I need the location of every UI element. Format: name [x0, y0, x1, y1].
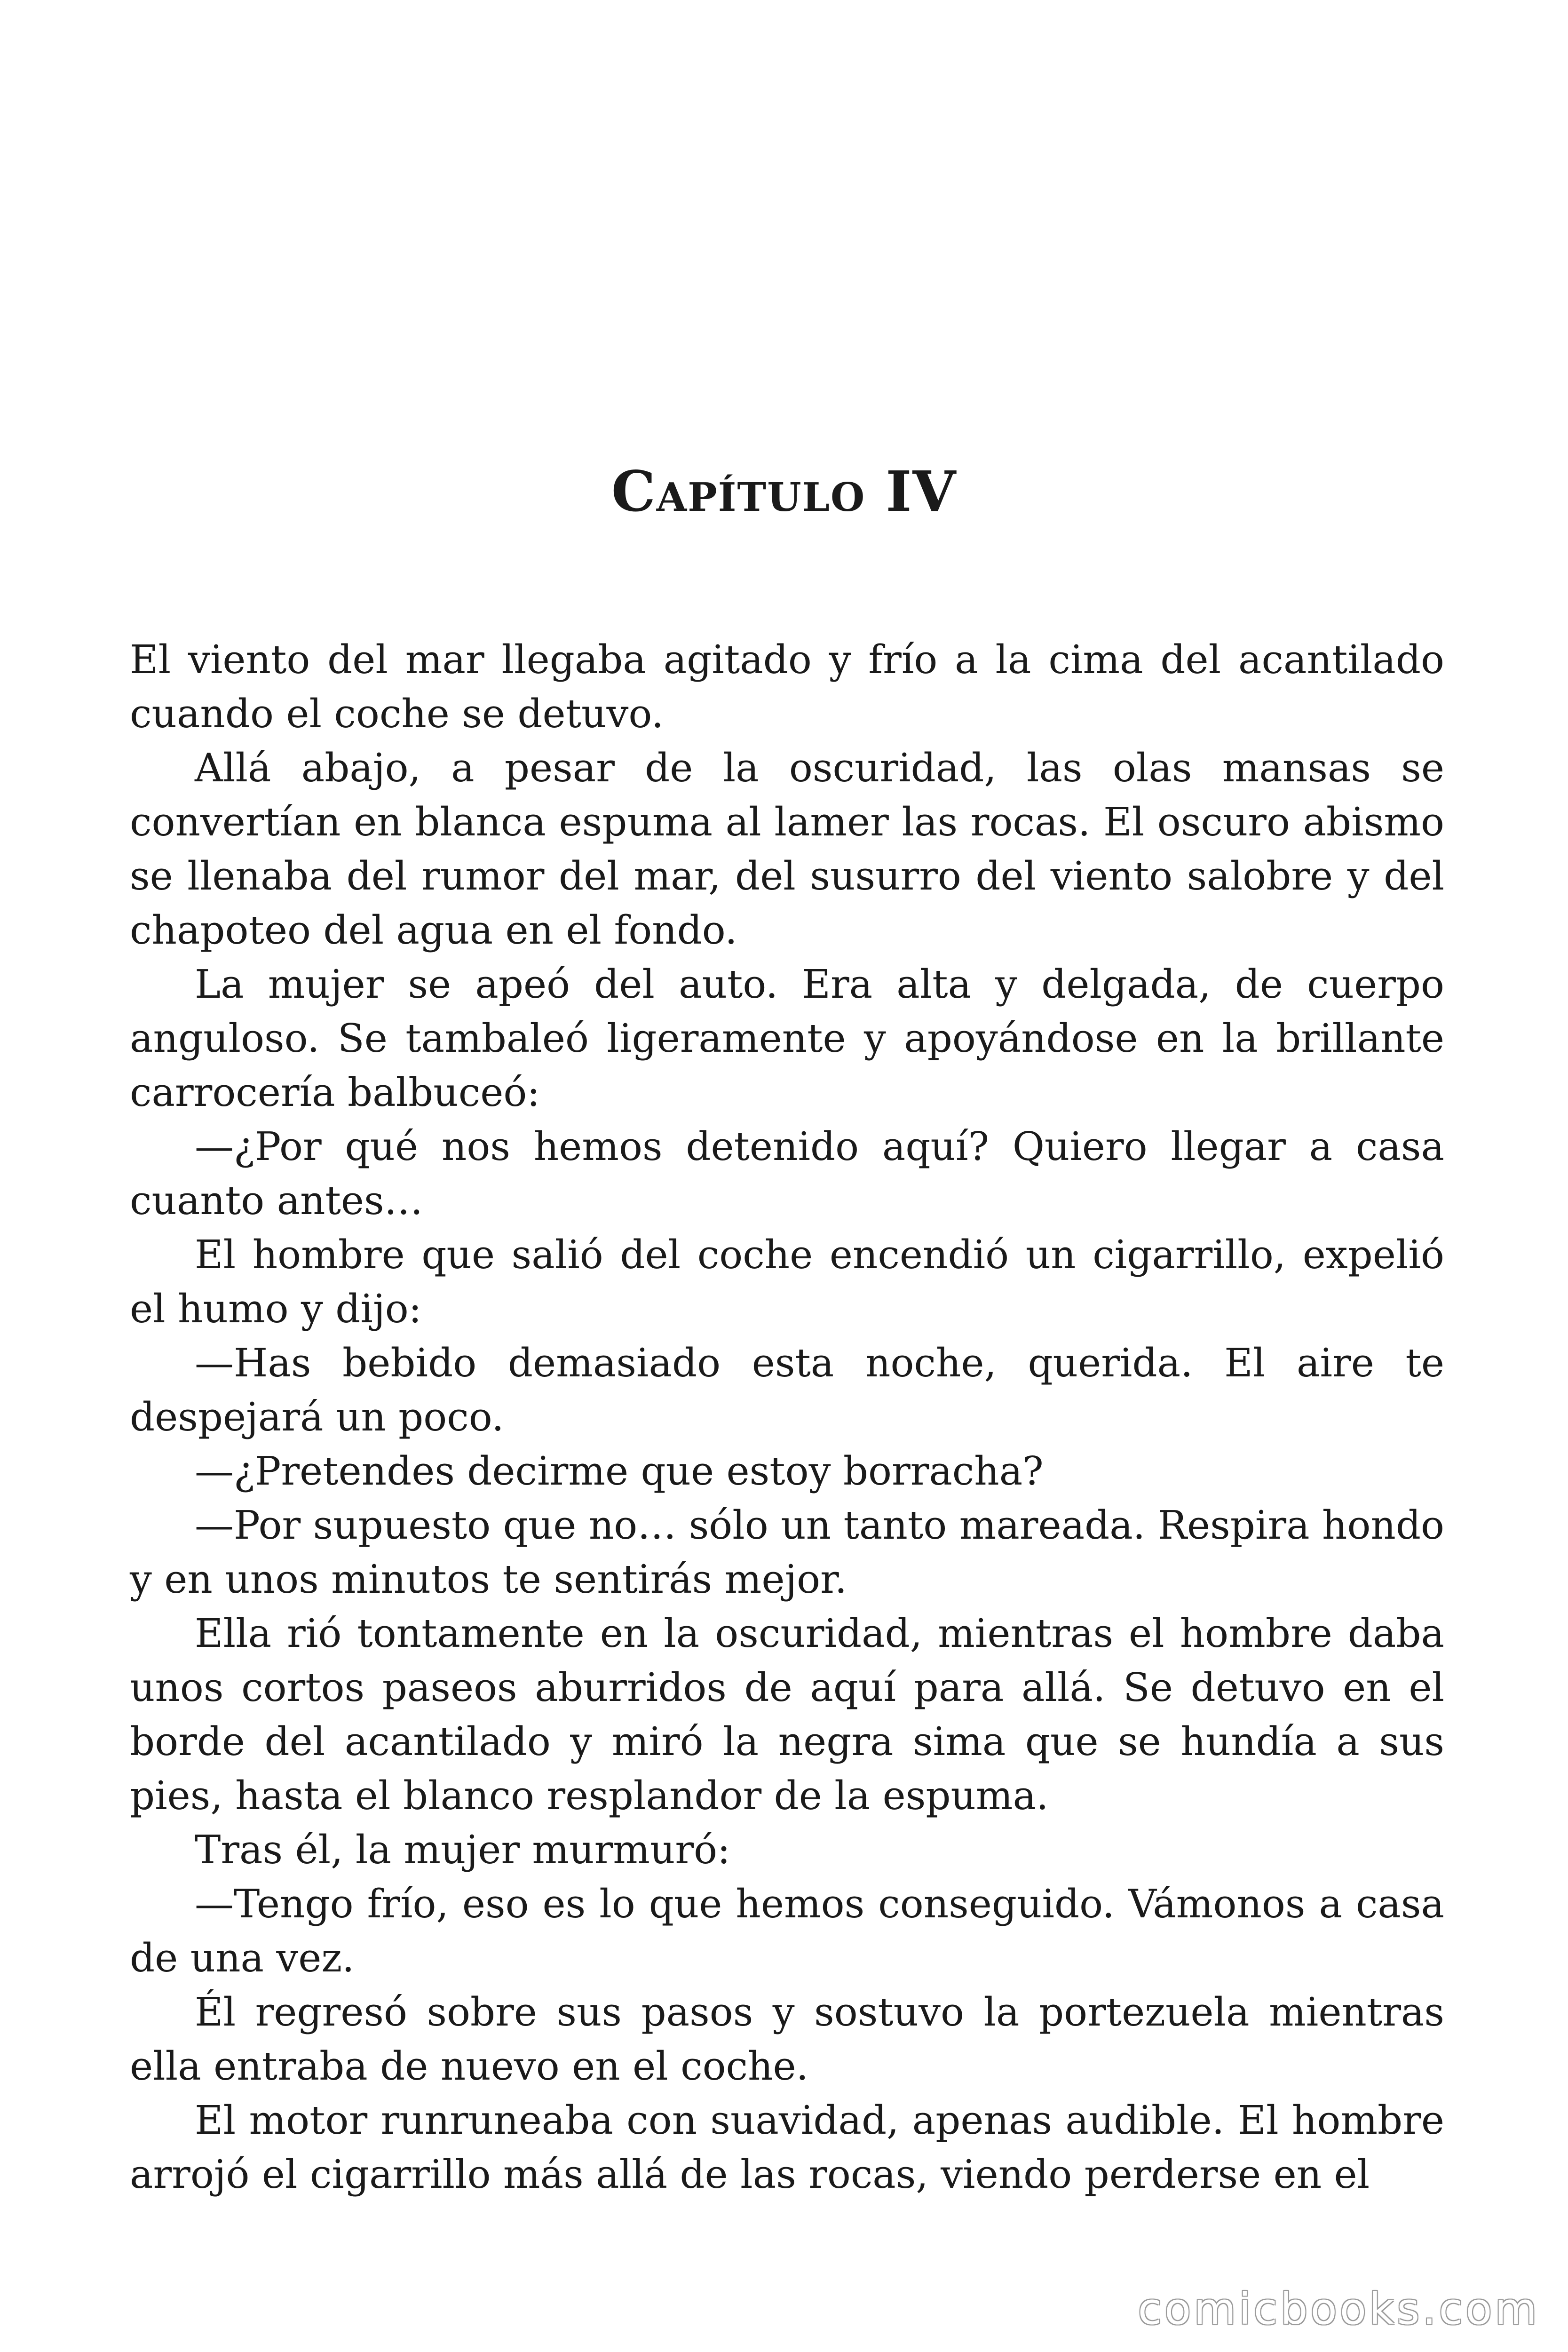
- paragraph: El hombre que salió del coche encendió un cigarrillo, expelió el humo y dijo:: [130, 1232, 1444, 1332]
- paragraph: —Has bebido demasiado esta noche, querida. El aire te despejará un poco.: [130, 1340, 1444, 1440]
- watermark: comicbooks.com: [1138, 2284, 1540, 2334]
- paragraph: Él regresó sobre sus pasos y sostuvo la portezuela mientras ella entraba de nuevo en el coche.: [130, 1989, 1444, 2089]
- paragraph: —Por supuesto que no… sólo un tanto mareada. Respira hondo y en unos minutos te sentirás mejor.: [130, 1502, 1444, 1602]
- chapter-title: Capítulo IV: [611, 459, 957, 524]
- paragraph: —¿Por qué nos hemos detenido aquí? Quiero llegar a casa cuanto antes…: [130, 1124, 1444, 1224]
- paragraph: —¿Pretendes decirme que estoy borracha?: [195, 1448, 1044, 1494]
- paragraph: Allá abajo, a pesar de la oscuridad, las olas mansas se convertían en blanca espuma al lamer las rocas. El oscuro abismo se llenaba del rumor del mar, del susurro del viento salobre y del chapoteo del agua en el fondo.: [130, 745, 1444, 953]
- chapter-body: [130, 633, 1444, 2201]
- paragraph: El motor runruneaba con suavidad, apenas audible. El hombre arrojó el cigarrillo más allá de las rocas, viendo perderse en el: [130, 2098, 1444, 2197]
- paragraph: La mujer se apeó del auto. Era alta y delgada, de cuerpo anguloso. Se tambaleó ligeramente y apoyándose en la brillante carrocería balbuceó:: [130, 961, 1444, 1115]
- paragraph: —Tengo frío, eso es lo que hemos conseguido. Vámonos a casa de una vez.: [130, 1881, 1444, 1981]
- paragraph: El viento del mar llegaba agitado y frío a la cima del acantilado cuando el coche se detuvo.: [130, 637, 1444, 737]
- paragraph: Ella rió tontamente en la oscuridad, mientras el hombre daba unos cortos paseos aburridos de aquí para allá. Se detuvo en el borde del acantilado y miró la negra sima que se hundía a sus pies, hasta el blanco resplandor de la espuma.: [130, 1611, 1444, 1819]
- paragraph: Tras él, la mujer murmuró:: [195, 1827, 731, 1873]
